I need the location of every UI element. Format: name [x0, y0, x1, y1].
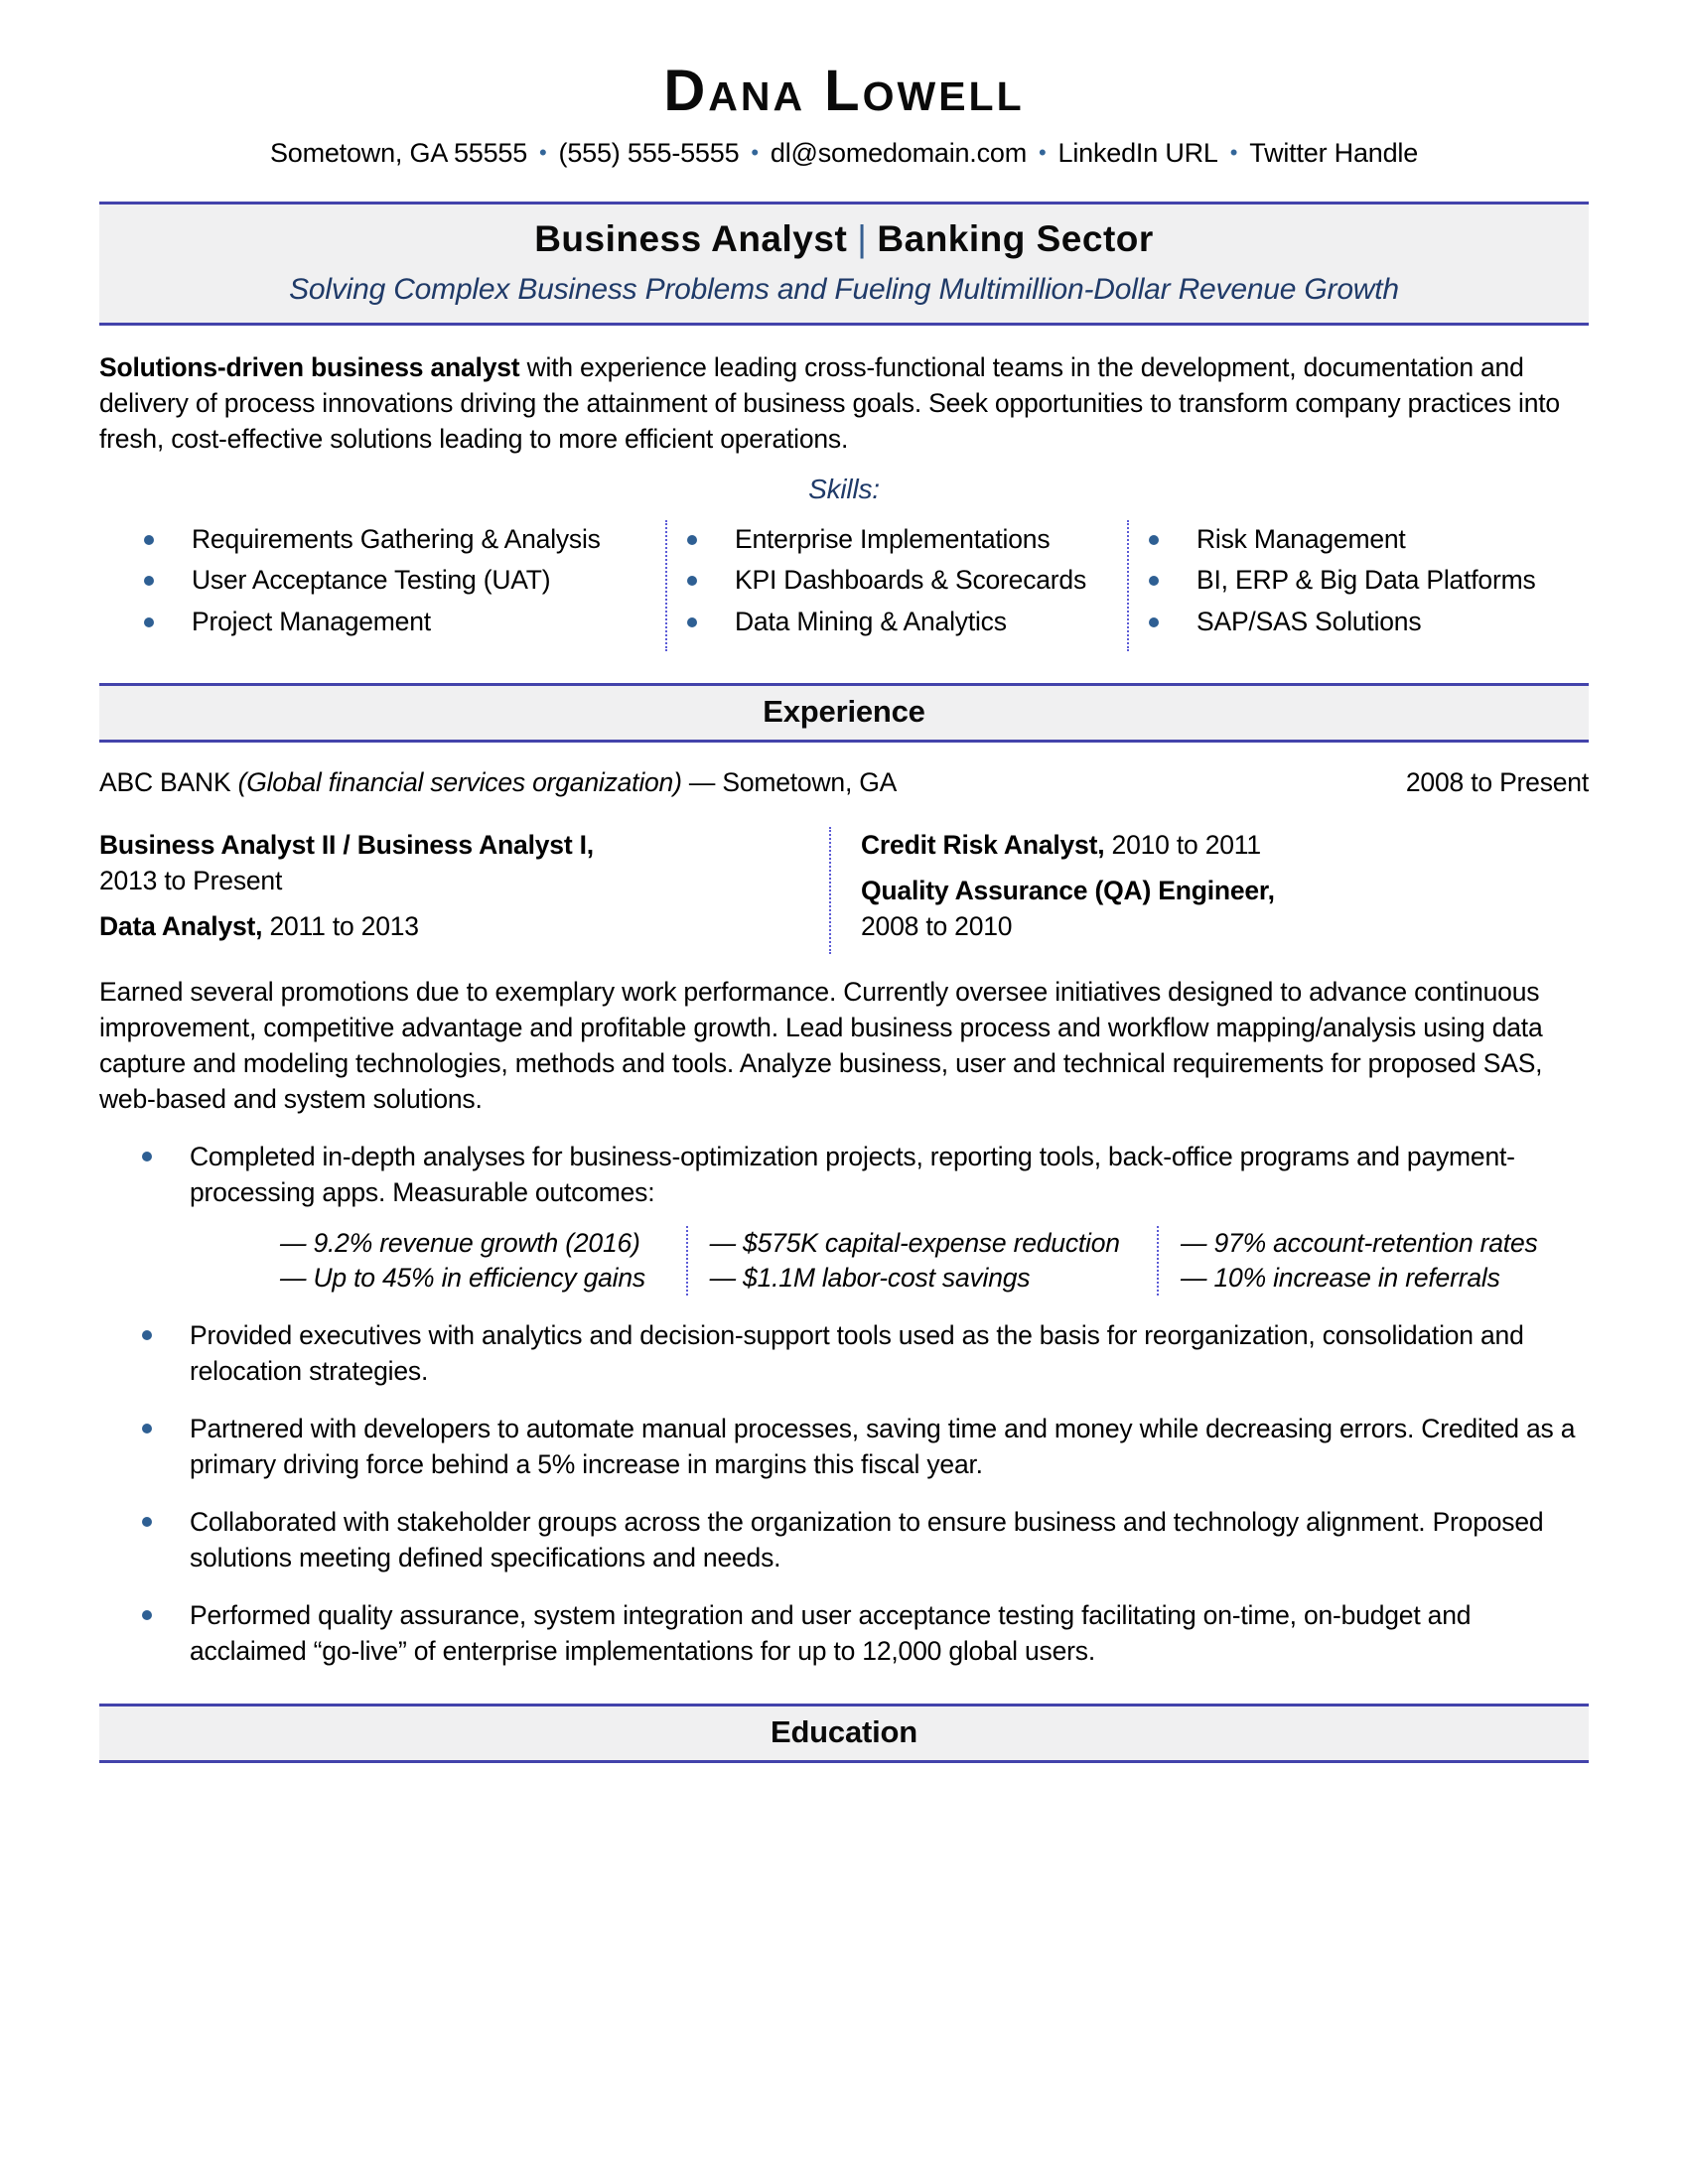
bullet-text: Partnered with developers to automate manual processes, saving time and money while decreasing errors. Credited as a primary driving force behind a 5% increase in margins this fiscal year.	[190, 1414, 1576, 1480]
education-section-header: Education	[99, 1704, 1589, 1763]
bullet-icon	[687, 576, 697, 586]
roles-column-left	[99, 827, 829, 954]
skills-column-2	[665, 520, 1127, 651]
skill-label: Risk Management	[1196, 524, 1406, 554]
skill-item	[1149, 563, 1589, 597]
skill-item	[144, 563, 645, 597]
outcome-item: — $575K capital-expense reduction	[709, 1227, 1120, 1258]
contact-linkedin: LinkedIn URL	[1057, 137, 1218, 168]
experience-bullet	[99, 1411, 1589, 1482]
employer-row	[99, 764, 1589, 800]
contact-twitter: Twitter Handle	[1249, 137, 1419, 168]
contact-email: dl@somedomain.com	[770, 137, 1028, 168]
bullet-icon	[142, 1424, 152, 1433]
bullet-separator-icon: •	[539, 139, 547, 165]
role-entry	[99, 827, 803, 898]
employer-dates: 2008 to Present	[1405, 767, 1589, 798]
employer-location: — Sometown, GA	[681, 767, 898, 798]
outcome-item: — 10% increase in referrals	[1181, 1263, 1500, 1294]
bullet-icon	[142, 1517, 152, 1527]
role-title: Quality Assurance (QA) Engineer,	[861, 875, 1275, 905]
bullet-separator-icon: •	[1229, 139, 1238, 165]
tagline: Solving Complex Business Problems and Fueling Multimillion-Dollar Revenue Growth	[289, 272, 1399, 306]
bullet-text: Completed in-depth analyses for business-optimization projects, reporting tools, back-office programs and payment-processing apps. Measurable outcomes:	[190, 1141, 1515, 1207]
skill-label: Data Mining & Analytics	[735, 606, 1007, 636]
skill-item	[687, 522, 1113, 556]
resume-content	[99, 0, 1589, 1763]
skill-label: User Acceptance Testing (UAT)	[192, 565, 551, 596]
experience-bullet	[99, 1139, 1589, 1297]
bullet-icon	[144, 535, 154, 545]
skill-label: Project Management	[192, 606, 431, 636]
bullet-text: Provided executives with analytics and decision-support tools used as the basis for reorganization, consolidation and relocation strategies.	[190, 1320, 1524, 1387]
outcomes-column-2	[686, 1226, 1157, 1296]
skill-item	[687, 605, 1113, 638]
skills-heading: Skills:	[808, 473, 880, 504]
role-dates: 2010 to 2011	[1104, 829, 1261, 860]
skill-label: BI, ERP & Big Data Platforms	[1196, 565, 1536, 596]
bullet-text: Collaborated with stakeholder groups across the organization to ensure business and technology alignment. Proposed solutions meeting defined specifications and needs.	[190, 1507, 1544, 1573]
bullet-icon	[142, 1330, 152, 1340]
contact-location: Sometown, GA 55555	[269, 137, 528, 168]
role-title: Credit Risk Analyst,	[861, 829, 1105, 860]
roles-column-right	[829, 827, 1589, 954]
bullet-icon	[1149, 576, 1159, 586]
skills-grid	[99, 520, 1589, 651]
job-title-sector: Banking Sector	[877, 217, 1154, 259]
employer-descriptor: (Global financial services organization)	[237, 767, 682, 798]
outcomes-column-3	[1157, 1226, 1589, 1296]
role-entry	[861, 827, 1589, 863]
contact-line	[99, 136, 1589, 172]
skill-item	[1149, 522, 1589, 556]
role-overview-paragraph: Earned several promotions due to exemplary work performance. Currently oversee initiatives designed to advance continuous improvement, competitive advantage and profitable growth. Lead business process and workflow mapping/analysis using data capture and modeling technologies, methods and tools. Analyze business, user and technical requirements for proposed SAS, web-based and system solutions.	[99, 976, 1543, 1114]
bullet-icon	[144, 617, 154, 627]
role-title: Business Analyst II / Business Analyst I,	[99, 829, 594, 860]
candidate-name: Dana Lowell	[663, 59, 1025, 123]
outcome-item: — Up to 45% in efficiency gains	[280, 1263, 645, 1294]
bullet-icon	[142, 1610, 152, 1620]
pipe-separator: |	[857, 217, 868, 259]
skill-label: SAP/SAS Solutions	[1196, 606, 1422, 636]
bullet-icon	[142, 1152, 152, 1161]
skill-label: Enterprise Implementations	[735, 524, 1051, 554]
outcomes-grid	[280, 1226, 1589, 1296]
bullet-separator-icon: •	[1039, 139, 1047, 165]
skill-item	[144, 522, 645, 556]
bullet-icon	[144, 576, 154, 586]
title-banner	[99, 202, 1589, 326]
bullet-icon	[1149, 617, 1159, 627]
outcomes-column-1	[280, 1226, 686, 1296]
bullet-icon	[687, 617, 697, 627]
experience-bullet	[99, 1504, 1589, 1575]
summary-rest: with experience leading cross-functional teams in the development, documentation and delivery of process innovations driving the attainment of business goals. Seek opportunities to transform company practices into fresh, cost-effective solutions leading to more efficient operations.	[99, 351, 1560, 454]
skill-label: KPI Dashboards & Scorecards	[735, 565, 1086, 596]
skill-item	[687, 563, 1113, 597]
contact-phone: (555) 555-5555	[558, 137, 740, 168]
role-entry	[861, 873, 1589, 944]
outcome-item: — 9.2% revenue growth (2016)	[280, 1227, 640, 1258]
skill-item	[144, 605, 645, 638]
skills-column-1	[99, 520, 665, 651]
job-title-heading	[129, 214, 1559, 264]
skills-column-3	[1127, 520, 1589, 651]
bullet-icon	[1149, 535, 1159, 545]
bullet-content	[152, 1139, 1589, 1297]
role-title: Data Analyst,	[99, 910, 263, 941]
role-dates: 2011 to 2013	[262, 910, 419, 941]
bullet-separator-icon: •	[751, 139, 759, 165]
summary-paragraph	[99, 349, 1589, 457]
employer-info	[99, 764, 897, 800]
skill-label: Requirements Gathering & Analysis	[192, 524, 601, 554]
roles-grid	[99, 827, 1589, 954]
skill-item	[1149, 605, 1589, 638]
experience-section-header: Experience	[99, 683, 1589, 743]
bullet-text: Performed quality assurance, system integration and user acceptance testing facilitating on-time, on-budget and acclaimed “go-live” of enterprise implementations for up to 12,000 global users.	[190, 1600, 1472, 1667]
experience-bullet	[99, 1597, 1589, 1669]
role-dates: 2013 to Present	[99, 865, 283, 895]
employer-name: ABC BANK	[99, 767, 238, 798]
job-title-role: Business Analyst	[534, 217, 848, 259]
experience-bullet	[99, 1317, 1589, 1389]
role-entry	[99, 908, 803, 944]
outcome-item: — $1.1M labor-cost savings	[709, 1263, 1031, 1294]
role-dates: 2008 to 2010	[861, 910, 1013, 941]
bullet-icon	[687, 535, 697, 545]
outcome-item: — 97% account-retention rates	[1181, 1227, 1538, 1258]
summary-lead: Solutions-driven business analyst	[99, 351, 520, 382]
